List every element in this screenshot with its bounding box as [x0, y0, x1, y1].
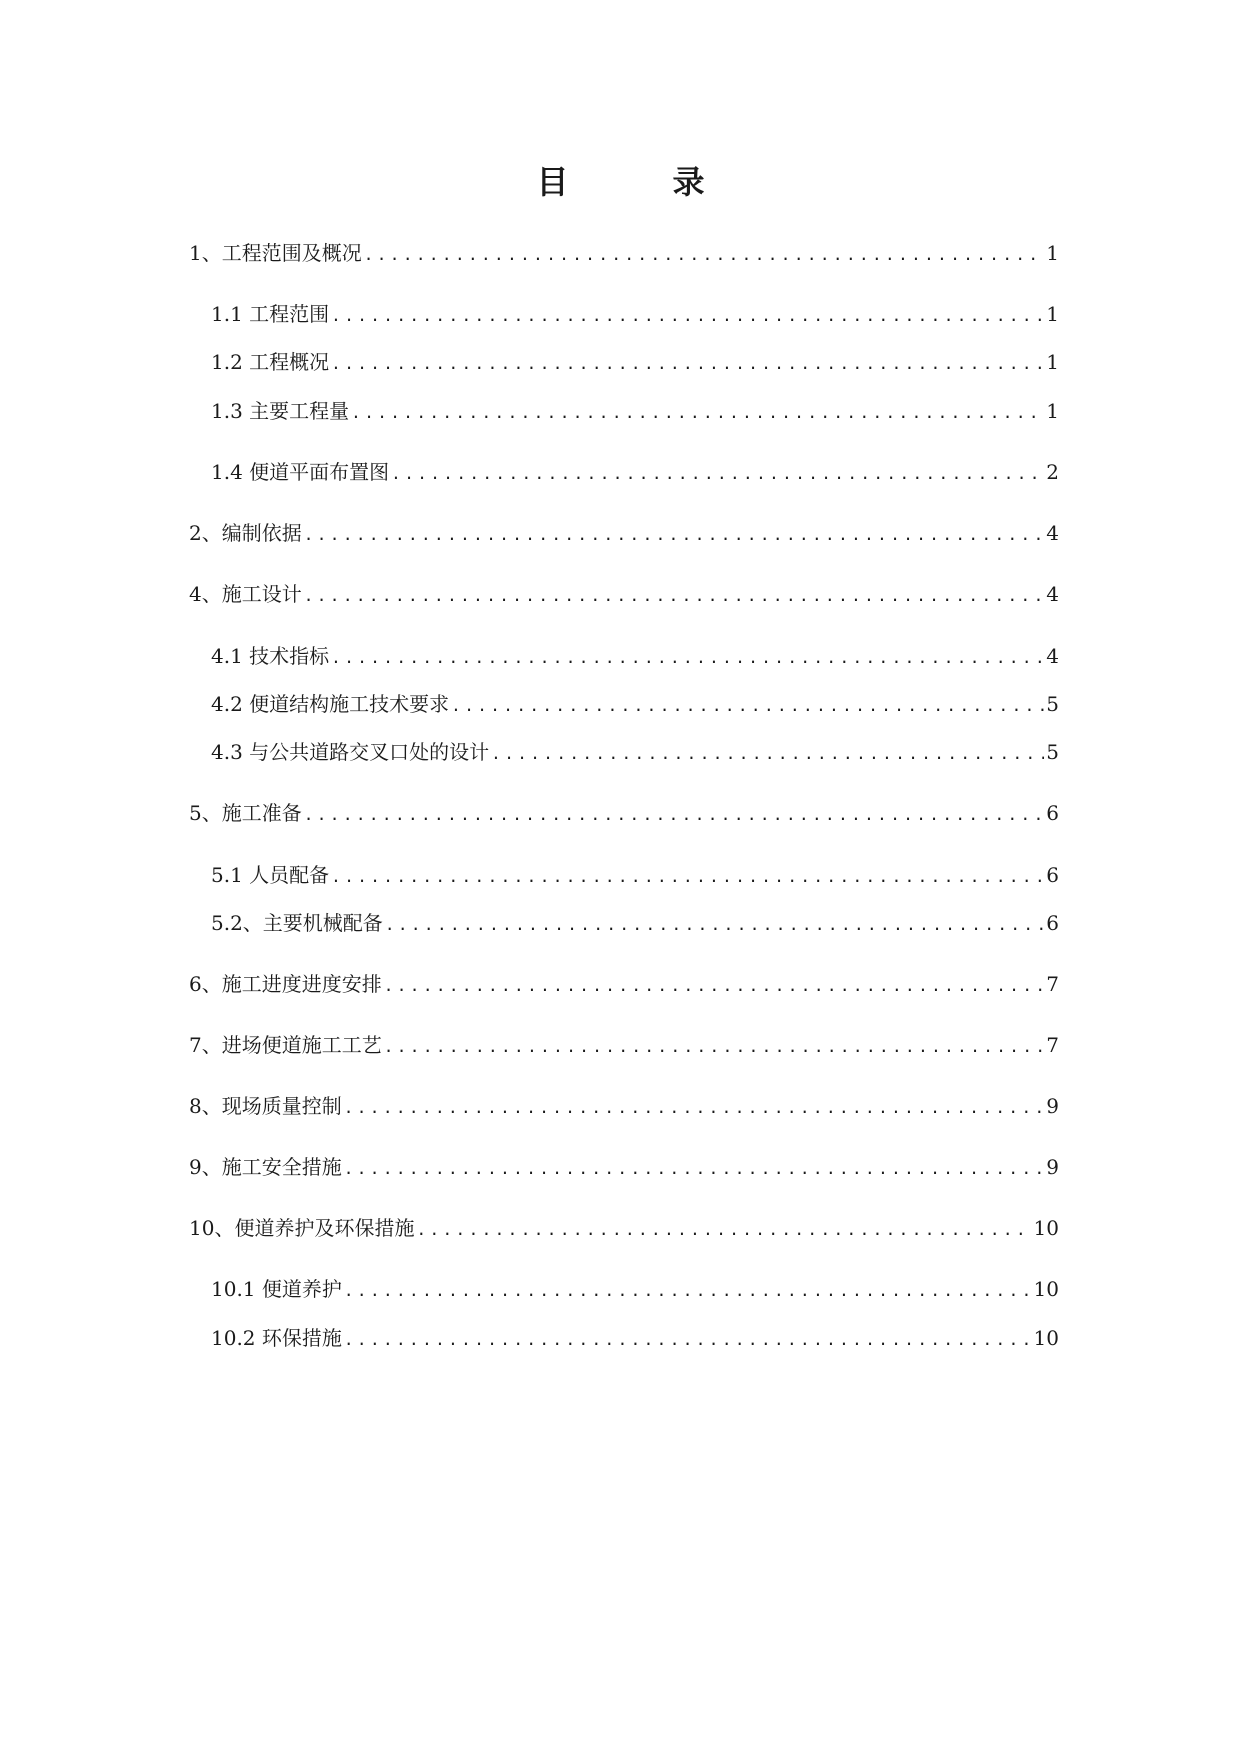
- toc-entry-page: 9: [1046, 1094, 1059, 1118]
- toc-entry-page: 5: [1046, 692, 1059, 716]
- toc-dot-leader: [385, 910, 1044, 940]
- toc-dot-leader: [364, 240, 1045, 270]
- toc-dot-leader: [304, 520, 1045, 550]
- toc-entry[interactable]: [189, 798, 1059, 830]
- toc-entry-label: 10.1 便道养护: [211, 1277, 342, 1301]
- toc-entry-label: 6、施工进度进度安排: [189, 972, 382, 996]
- toc-entry-label: 1、工程范围及概况: [189, 241, 362, 265]
- toc-entry-page: 5: [1046, 740, 1059, 764]
- toc-entry[interactable]: [189, 1030, 1059, 1062]
- toc-dot-leader: [491, 739, 1044, 769]
- toc-entry-page: 10: [1033, 1216, 1059, 1240]
- toc-entry[interactable]: [211, 908, 1059, 940]
- toc-entry[interactable]: [189, 238, 1059, 270]
- toc-dot-leader: [344, 1154, 1045, 1184]
- toc-dot-leader: [331, 301, 1044, 331]
- toc-entry-label: 5.1 人员配备: [211, 863, 330, 887]
- toc-entry[interactable]: [211, 299, 1059, 331]
- toc-entry[interactable]: [211, 1274, 1059, 1306]
- toc-dot-leader: [344, 1325, 1032, 1355]
- toc-entry[interactable]: [189, 579, 1059, 611]
- toc-dot-leader: [331, 349, 1044, 379]
- toc-entry-page: 6: [1046, 911, 1059, 935]
- toc-dot-leader: [331, 862, 1044, 892]
- toc-entry[interactable]: [211, 860, 1059, 892]
- toc-entry[interactable]: [211, 737, 1059, 769]
- toc-entry[interactable]: [189, 1213, 1059, 1245]
- toc-entry[interactable]: [211, 689, 1059, 721]
- toc-entry-label: 4.1 技术指标: [211, 644, 330, 668]
- toc-dot-leader: [451, 691, 1044, 721]
- toc-entry-label: 4、施工设计: [189, 582, 302, 606]
- toc-entry-page: 10: [1033, 1326, 1059, 1350]
- toc-entry-page: 9: [1046, 1155, 1059, 1179]
- toc-dot-leader: [344, 1093, 1045, 1123]
- toc-dot-leader: [331, 643, 1044, 673]
- toc-dot-leader: [416, 1215, 1031, 1245]
- toc-entry-page: 4: [1046, 582, 1059, 606]
- toc-entry-label: 9、施工安全措施: [189, 1155, 342, 1179]
- toc-entry-label: 1.1 工程范围: [211, 302, 330, 326]
- toc-entry-label: 5.2、主要机械配备: [211, 911, 383, 935]
- toc-dot-leader: [304, 800, 1045, 830]
- toc-entry[interactable]: [211, 347, 1059, 379]
- toc-entry-page: 1: [1046, 350, 1059, 374]
- toc-entry-label: 1.3 主要工程量: [211, 399, 350, 423]
- toc-entry-page: 6: [1046, 863, 1059, 887]
- toc-entry-label: 10.2 环保措施: [211, 1326, 342, 1350]
- toc-entry-label: 10、便道养护及环保措施: [189, 1216, 415, 1240]
- toc-dot-leader: [384, 1032, 1045, 1062]
- toc-entry[interactable]: [189, 1152, 1059, 1184]
- toc-dot-leader: [344, 1276, 1032, 1306]
- toc-entry-label: 1.2 工程概况: [211, 350, 330, 374]
- toc-entry-label: 5、施工准备: [189, 801, 302, 825]
- toc-entry-page: 7: [1046, 1033, 1059, 1057]
- toc-entry[interactable]: [189, 969, 1059, 1001]
- toc-entry[interactable]: [211, 1323, 1059, 1355]
- toc-entry-page: 10: [1033, 1277, 1059, 1301]
- toc-entry-page: 6: [1046, 801, 1059, 825]
- toc-entry-page: 1: [1046, 302, 1059, 326]
- toc-dot-leader: [391, 459, 1044, 489]
- toc-entry[interactable]: [211, 457, 1059, 489]
- toc-entry[interactable]: [211, 396, 1059, 428]
- toc-entry-label: 2、编制依据: [189, 521, 302, 545]
- toc-entry[interactable]: [189, 1091, 1059, 1123]
- toc-dot-leader: [384, 971, 1045, 1001]
- toc-entry-label: 8、现场质量控制: [189, 1094, 342, 1118]
- toc-entry-page: 2: [1046, 460, 1059, 484]
- toc-entry-label: 1.4 便道平面布置图: [211, 460, 390, 484]
- toc-entry-page: 4: [1046, 644, 1059, 668]
- toc-entry-label: 7、进场便道施工工艺: [189, 1033, 382, 1057]
- toc-entry[interactable]: [189, 518, 1059, 550]
- toc-entry-page: 7: [1046, 972, 1059, 996]
- toc-title: 目 录: [536, 163, 741, 201]
- toc-dot-leader: [304, 581, 1045, 611]
- toc-dot-leader: [351, 398, 1044, 428]
- toc-entry-page: 4: [1046, 521, 1059, 545]
- toc-entry-page: 1: [1046, 399, 1059, 423]
- toc-entry-label: 4.3 与公共道路交叉口处的设计: [211, 740, 490, 764]
- toc-entry[interactable]: [211, 641, 1059, 673]
- toc-entry-page: 1: [1046, 241, 1059, 265]
- toc-entry-label: 4.2 便道结构施工技术要求: [211, 692, 450, 716]
